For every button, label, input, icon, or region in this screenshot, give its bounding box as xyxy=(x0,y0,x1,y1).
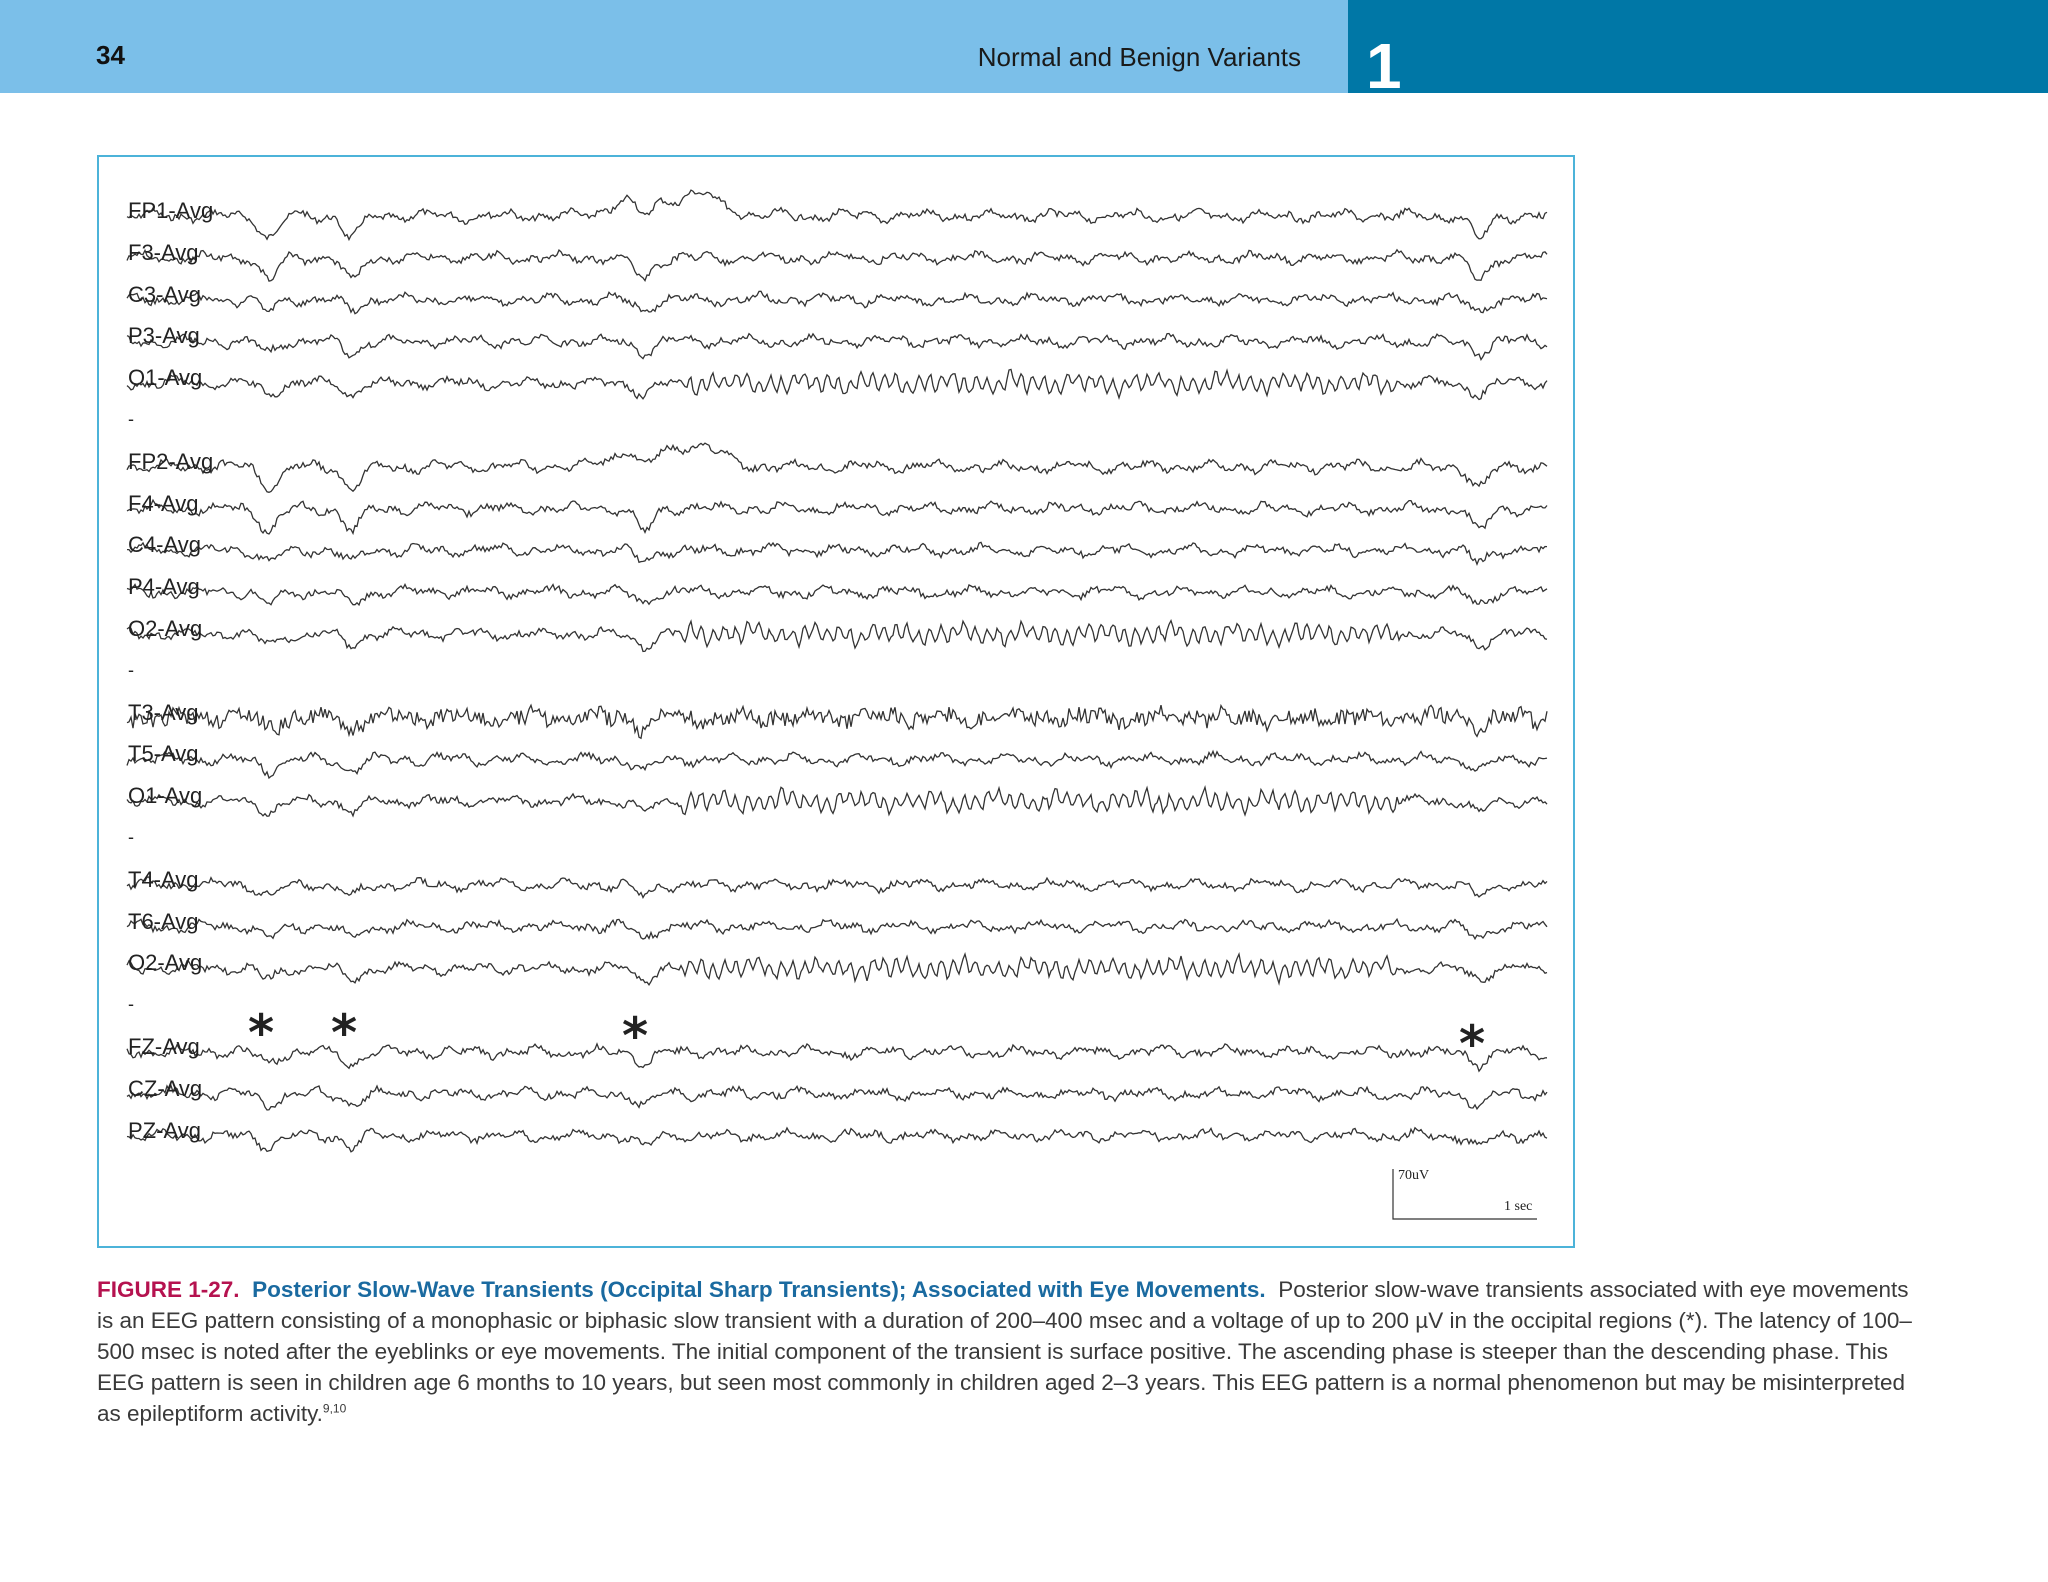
channel-label: O1-Avg xyxy=(128,365,203,391)
channel-label: F3-Avg xyxy=(128,239,199,265)
channel-label: T3-Avg xyxy=(128,699,199,725)
eeg-trace xyxy=(127,1128,1547,1152)
eeg-trace xyxy=(127,621,1547,652)
eeg-trace xyxy=(127,877,1547,898)
eeg-trace xyxy=(127,1086,1547,1110)
eeg-trace xyxy=(127,190,1547,239)
transient-marker: * xyxy=(622,1007,649,1065)
channel-label: T6-Avg xyxy=(128,908,199,934)
channel-label: O1-Avg xyxy=(128,783,203,809)
channel-label: F4-Avg xyxy=(128,490,199,516)
eeg-trace xyxy=(127,542,1547,564)
channel-label: FP1-Avg xyxy=(128,198,214,223)
transient-marker: * xyxy=(1459,1015,1486,1073)
channel-label: P3-Avg xyxy=(128,323,200,349)
page-number: 34 xyxy=(96,40,125,70)
transient-marker: * xyxy=(248,1004,275,1062)
figure-caption xyxy=(97,1274,1917,1429)
channel-label: C4-Avg xyxy=(128,532,201,558)
caption-references: 9,10 xyxy=(322,1401,347,1416)
caption-label: FIGURE 1-27. xyxy=(97,1277,240,1302)
eeg-figure xyxy=(97,155,1575,1248)
channel-label: CZ-Avg xyxy=(128,1075,203,1101)
channel-label: T4-Avg xyxy=(128,866,199,892)
channel-label: P4-Avg xyxy=(128,574,200,600)
channel-label: T5-Avg xyxy=(128,741,199,767)
eeg-trace xyxy=(127,705,1547,738)
eeg-traces xyxy=(99,157,1573,1246)
eeg-trace xyxy=(127,250,1547,281)
eeg-trace xyxy=(127,291,1547,313)
group-separator: - xyxy=(128,827,134,847)
group-separator: - xyxy=(128,659,134,680)
channel-label: O2-Avg xyxy=(128,950,203,976)
eeg-trace xyxy=(127,919,1547,939)
channel-label: C3-Avg xyxy=(128,281,201,307)
eeg-trace xyxy=(127,443,1547,492)
scale-time-label: 1 sec xyxy=(1504,1199,1533,1214)
channel-label: FZ-Avg xyxy=(128,1034,200,1059)
eeg-trace xyxy=(127,751,1547,778)
transient-marker: * xyxy=(331,1004,358,1062)
running-head: Normal and Benign Variants xyxy=(977,42,1301,72)
group-separator: - xyxy=(128,994,134,1015)
group-separator: - xyxy=(128,409,134,429)
header-bar-dark xyxy=(1348,0,2048,93)
eeg-trace xyxy=(127,369,1547,399)
eeg-trace xyxy=(127,334,1547,360)
eeg-trace xyxy=(127,954,1547,985)
scale-voltage-label: 70uV xyxy=(1398,1168,1430,1183)
channel-label: FP2-Avg xyxy=(128,448,214,474)
channel-label: PZ-Avg xyxy=(128,1117,201,1143)
eeg-trace xyxy=(127,787,1547,816)
eeg-trace xyxy=(127,585,1547,605)
caption-body: Posterior slow-wave transients associated with eye movements is an EEG pattern consisting of a monophasic or biphasic slow transient with a duration of 200–400 msec and a voltage of up to 200 µV in the occipital regions (*). The latency of 100–500 msec is noted after the eyeblinks or eye movements. The initial component of the transient is surface positive. The ascending phase is steeper than the descending phase. This EEG pattern is seen in children age 6 months to 10 years, but seen most commonly in children aged 2–3 years. This EEG pattern is a normal phenomenon but may be misinterpreted as epileptiform activity. xyxy=(97,1277,1912,1426)
eeg-trace xyxy=(127,500,1547,534)
channel-label: O2-Avg xyxy=(128,616,203,641)
chapter-number: 1 xyxy=(1366,30,1402,102)
caption-title: Posterior Slow-Wave Transients (Occipital Sharp Transients); Associated with Eye Movements. xyxy=(252,1277,1266,1302)
